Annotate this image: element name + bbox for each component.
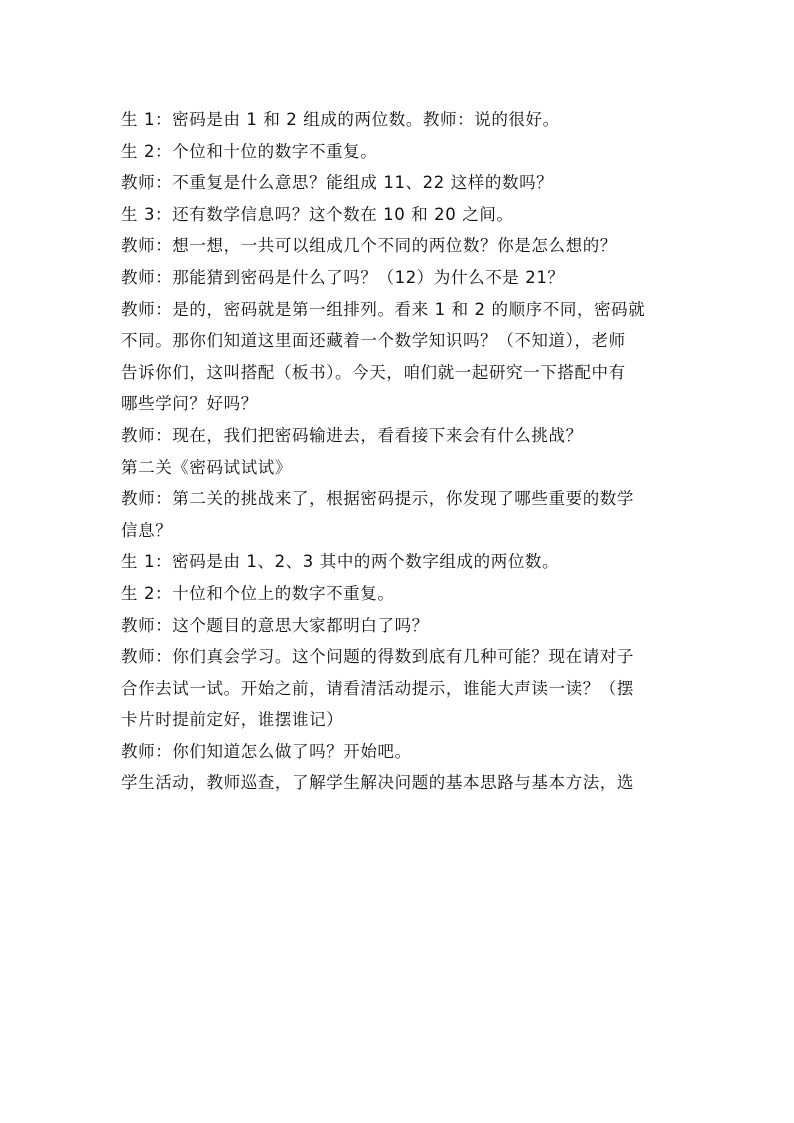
- text-line: 生 2：个位和十位的数字不重复。: [121, 141, 378, 161]
- section-heading: 第二关《密码试试试》: [121, 457, 292, 477]
- text-line: 生 2：十位和个位上的数字不重复。: [121, 583, 395, 603]
- text-line: 生 1：密码是由 1、2、3 其中的两个数字组成的两位数。: [121, 552, 560, 572]
- text-line: 教师：现在，我们把密码输进去，看看接下来会有什么挑战？: [121, 425, 583, 445]
- text-line: 不同。那你们知道这里面还藏着一个数学知识吗？（不知道），老师: [121, 331, 626, 351]
- text-line: 卡片时提前定好，谁摆谁记）: [121, 710, 344, 730]
- text-line: 信息？: [121, 520, 173, 540]
- text-line: 告诉你们，这叫搭配（板书）。今天，咱们就一起研究一下搭配中有: [121, 362, 626, 382]
- text-line: 教师：你们真会学习。这个问题的得数到底有几种可能？现在请对子: [121, 647, 634, 667]
- text-line: 教师：是的，密码就是第一组排列。看来 1 和 2 的顺序不同，密码就: [121, 299, 646, 319]
- text-line: 学生活动，教师巡查，了解学生解决问题的基本思路与基本方法，选: [121, 773, 634, 793]
- text-line: 合作去试一试。开始之前，请看清活动提示，谁能大声读一读？（摆: [121, 678, 634, 698]
- text-line: 哪些学问？好吗？: [121, 394, 258, 414]
- text-line: 教师：你们知道怎么做了吗？开始吧。: [121, 741, 412, 761]
- text-line: 教师：不重复是什么意思？能组成 11、22 这样的数吗？: [121, 173, 554, 193]
- text-line: 教师：那能猜到密码是什么了吗？（12）为什么不是 21？: [121, 267, 565, 287]
- text-line: 教师：想一想，一共可以组成几个不同的两位数？你是怎么想的？: [121, 236, 617, 256]
- text-line: 生 3：还有数学信息吗？这个数在 10 和 20 之间。: [121, 204, 514, 224]
- text-line: 教师：第二关的挑战来了，根据密码提示，你发现了哪些重要的数学: [121, 489, 634, 509]
- text-line: 教师：这个题目的意思大家都明白了吗？: [121, 615, 429, 635]
- lesson-transcript: [121, 104, 677, 799]
- text-line: 生 1：密码是由 1 和 2 组成的两位数。教师：说的很好。: [121, 110, 560, 129]
